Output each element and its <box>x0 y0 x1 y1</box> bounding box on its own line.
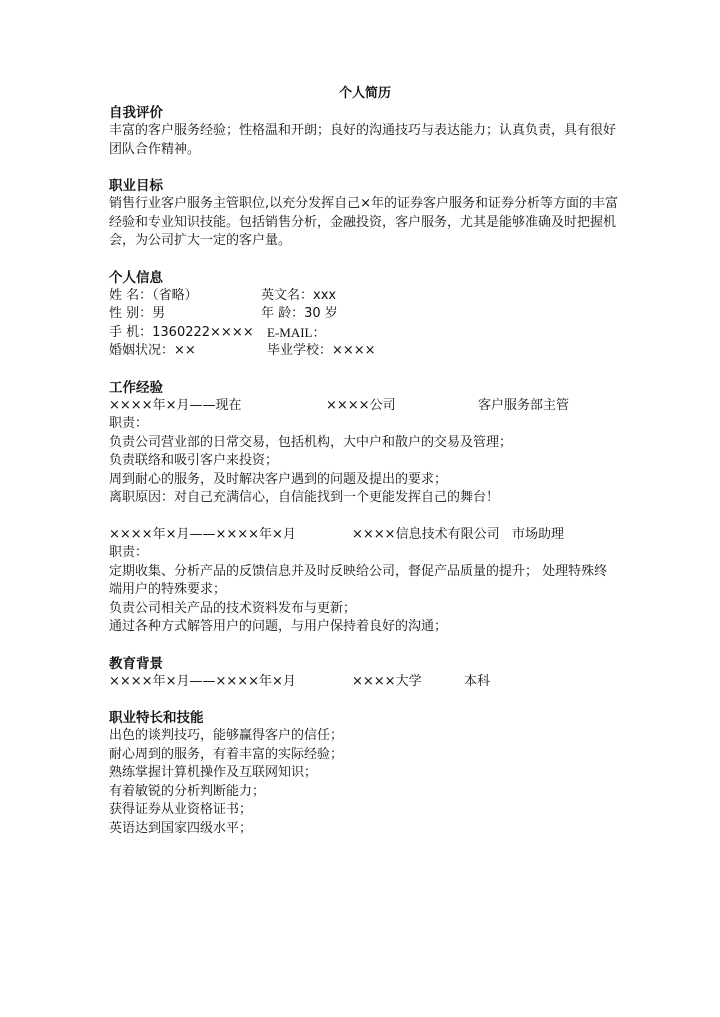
spacer <box>109 159 619 177</box>
section-heading-self-eval: 自我评价 <box>109 105 163 121</box>
skill-item: 英语达到国家四级水平； <box>109 820 253 836</box>
info-name: 姓 名：（省略） <box>109 287 198 303</box>
education-row <box>109 673 619 692</box>
duties-label: 职责： <box>109 545 149 560</box>
job-position: 客户服务部主管 <box>478 397 570 413</box>
info-row <box>109 342 619 361</box>
job-header <box>109 526 619 545</box>
section-heading-career-goal: 职业目标 <box>109 178 163 194</box>
info-age: 年 龄：30 岁 <box>261 306 338 321</box>
section-heading-skills: 职业特长和技能 <box>109 710 204 726</box>
job-position: 市场助理 <box>512 526 565 542</box>
info-row <box>109 287 619 306</box>
info-marital-status: 婚姻状况：×× <box>109 343 196 358</box>
spacer <box>109 251 619 269</box>
skill-item: 有着敏锐的分析判断能力； <box>109 783 266 799</box>
job-company: ××××信息技术有限公司 <box>352 526 500 542</box>
info-gender: 性 别：男 <box>109 306 166 321</box>
duties-label: 职责： <box>109 416 149 431</box>
job-period: ××××年×月——××××年×月 <box>109 526 296 542</box>
info-email: E-MAIL： <box>267 324 326 340</box>
job-header <box>109 397 619 416</box>
resume-page <box>109 84 619 838</box>
education-degree: 本科 <box>464 673 491 689</box>
info-row <box>109 305 619 324</box>
info-school: 毕业学校：×××× <box>267 343 376 358</box>
duty-item: 通过各种方式解答用户的问题，与用户保持着良好的沟通； <box>109 619 448 634</box>
section-heading-personal-info: 个人信息 <box>109 269 163 286</box>
skill-item: 耐心周到的服务，有着丰富的实际经验； <box>109 746 344 762</box>
self-eval-text: 丰富的客户服务经验；性格温和开朗；良好的沟通技巧与表达能力；认真负责，具有很好团队合作精神。 <box>109 123 617 157</box>
spacer <box>109 508 619 526</box>
job-company: ××××公司 <box>326 397 396 413</box>
section-heading-education: 教育背景 <box>109 655 163 672</box>
duty-item: 周到耐心的服务，及时解决客户遇到的问题及提出的要求； <box>109 471 448 487</box>
section-heading-work-experience: 工作经验 <box>109 379 163 396</box>
document-title: 个人简历 <box>338 86 391 101</box>
skill-item: 熟练掌握计算机操作及互联网知识； <box>109 765 318 780</box>
job-period: ××××年×月——现在 <box>109 397 242 413</box>
duty-item: 定期收集、分析产品的反馈信息并及时反映给公司，督促产品质量的提升； 处理特殊终端用户的特殊要求； <box>109 563 608 597</box>
spacer <box>109 691 619 709</box>
skill-item: 获得证券从业资格证书； <box>109 802 253 817</box>
duty-item: 负责联络和吸引客户来投资； <box>109 453 279 468</box>
spacer <box>109 637 619 655</box>
info-english-name: 英文名：xxx <box>261 287 337 303</box>
info-phone: 手 机：1360222×××× <box>109 324 254 340</box>
education-school: ××××大学 <box>352 673 422 689</box>
career-goal-text: 销售行业客户服务主管职位,以充分发挥自己×年的证券客户服务和证券分析等方面的丰富经验和专业知识技能。包括销售分析，金融投资，客户服务，尤其是能够准确及时把握机会，为公司扩大一定的客户量。 <box>109 196 619 248</box>
leave-reason: 离职原因：对自己充满信心，自信能找到一个更能发挥自己的舞台！ <box>109 490 500 505</box>
duty-item: 负责公司相关产品的技术资料发布与更新； <box>109 600 357 616</box>
skill-item: 出色的谈判技巧，能够赢得客户的信任； <box>109 728 344 743</box>
spacer <box>109 361 619 379</box>
info-row <box>109 324 619 343</box>
duty-item: 负责公司营业部的日常交易，包括机构，大中户和散户的交易及管理； <box>109 434 513 450</box>
education-period: ××××年×月——××××年×月 <box>109 673 296 689</box>
